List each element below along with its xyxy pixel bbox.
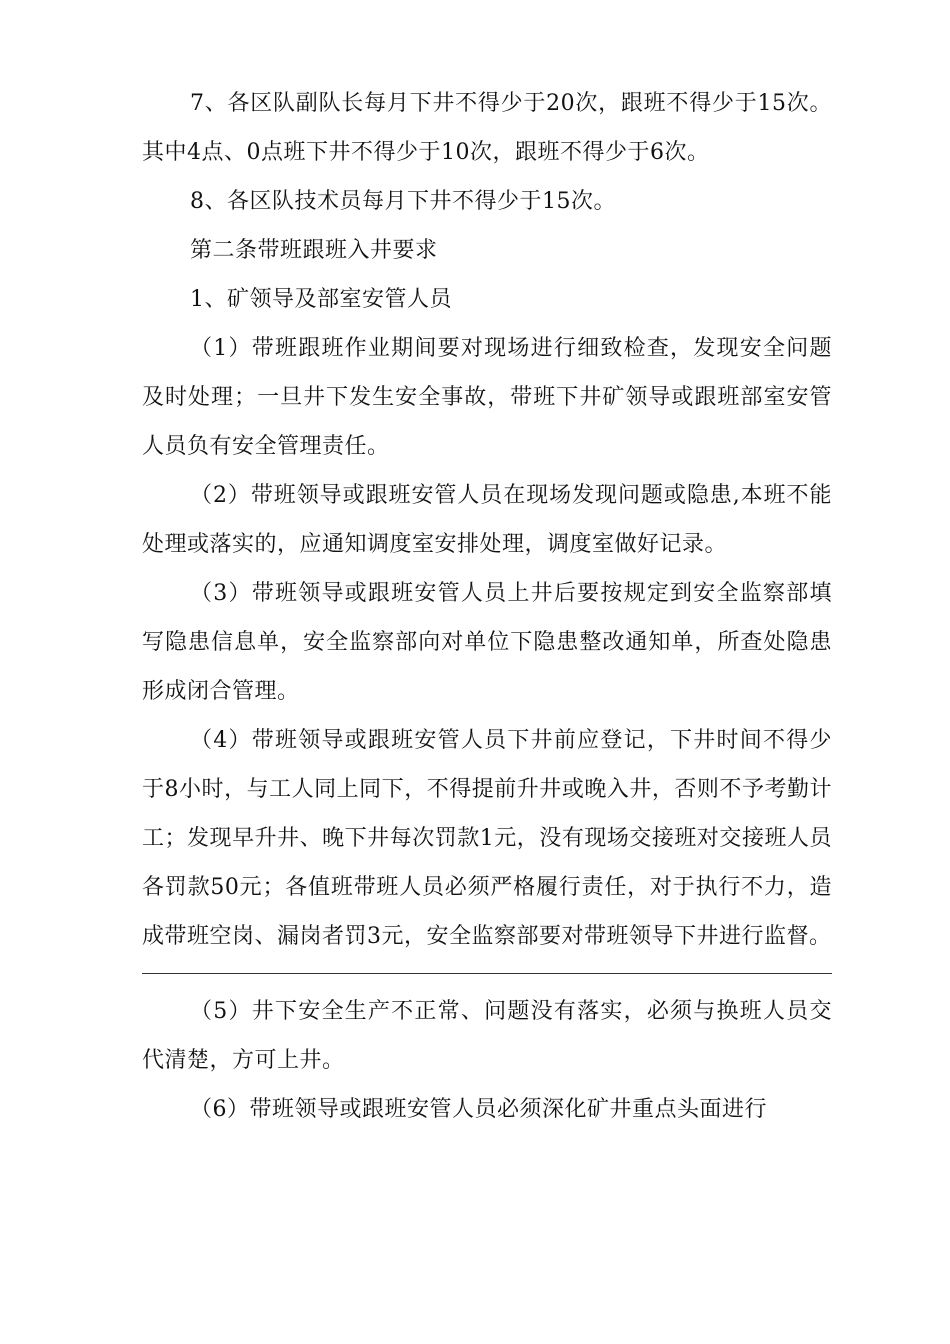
paragraph-item-6: （6）带班领导或跟班安管人员必须深化矿井重点头面进行 <box>190 1097 767 1122</box>
page-divider <box>142 973 832 974</box>
paragraph-8: 8、各区队技术员每月下井不得少于15次。 <box>190 189 616 214</box>
paragraph-item-4: （4）带班领导或跟班安管人员下井前应登记，下井时间不得少于8小时，与工人同上同下，不得提前升井或晚入井，否则不予考勤计工；发现早升井、晚下井每次罚款1元，没有现场交接班对交接班人员各罚款50元；各值班带班人员必须严格履行责任，对于执行不力，造成带班空岗、漏岗者罚3元，安全监察部要对带班领导下井进行监督。 <box>142 728 832 949</box>
paragraph-item-5: （5）井下安全生产不正常、问题没有落实，必须与换班人员交代清楚，方可上井。 <box>142 999 832 1073</box>
paragraph-item-2: （2）带班领导或跟班安管人员在现场发现问题或隐患,本班不能处理或落实的，应通知调度室安排处理，调度室做好记录。 <box>142 483 832 557</box>
paragraph-7: 7、各区队副队长每月下井不得少于20次，跟班不得少于15次。其中4点、0点班下井不得少于10次，跟班不得少于6次。 <box>142 91 832 165</box>
paragraph-item-1: （1）带班跟班作业期间要对现场进行细致检查，发现安全问题及时处理；一旦井下发生安全事故，带班下井矿领导或跟班部室安管人员负有安全管理责任。 <box>142 336 832 459</box>
section-heading: 第二条带班跟班入井要求 <box>190 238 438 263</box>
document-page <box>142 79 832 1134</box>
paragraph-item-3: （3）带班领导或跟班安管人员上井后要按规定到安全监察部填写隐患信息单，安全监察部向对单位下隐患整改通知单，所查处隐患形成闭合管理。 <box>142 581 832 704</box>
subsection-heading: 1、矿领导及部室安管人员 <box>190 287 452 312</box>
